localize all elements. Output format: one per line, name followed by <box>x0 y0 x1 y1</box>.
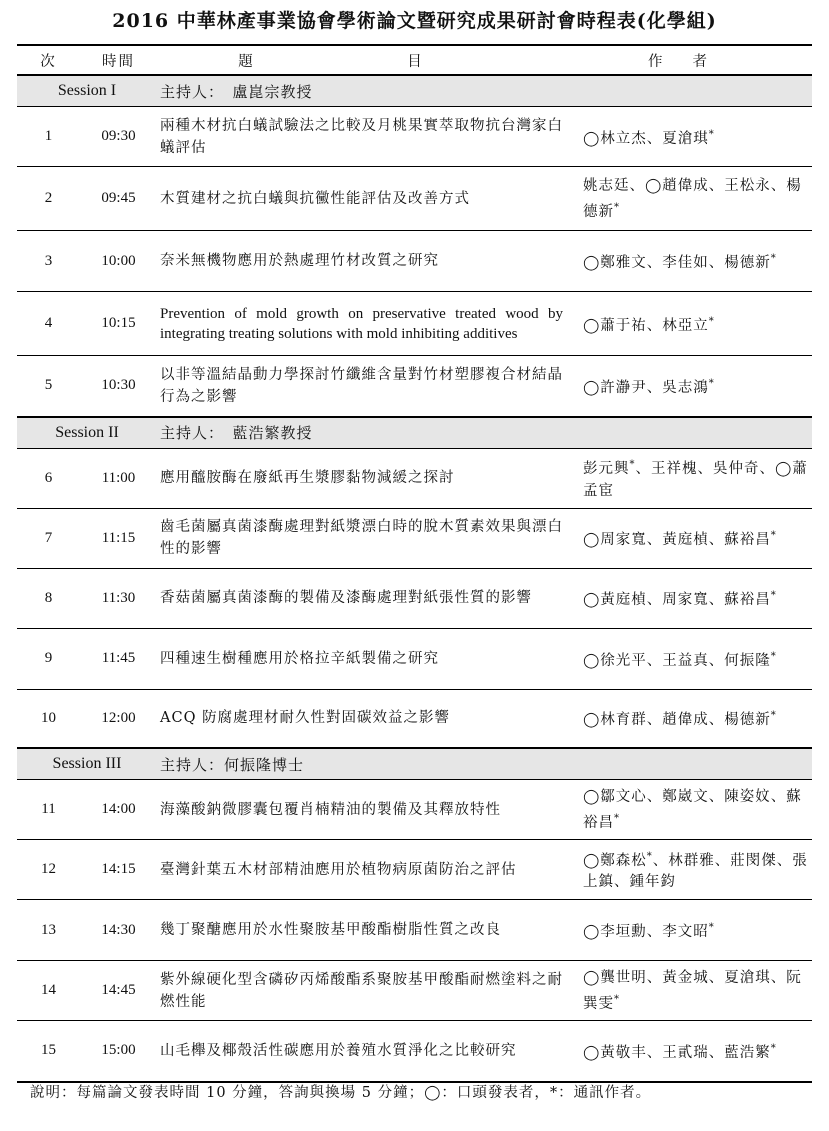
paper-time: 09:30 <box>80 107 157 167</box>
schedule-table <box>17 44 812 1083</box>
paper-time: 10:30 <box>80 356 157 417</box>
paper-authors: ◯黃敬丰、王貳瑞、藍浩繁* <box>573 1021 812 1082</box>
session-header-row <box>17 748 812 780</box>
table-row <box>17 356 812 417</box>
paper-authors: ◯鄒文心、鄭崴文、陳姿妏、蘇裕昌* <box>573 780 812 840</box>
paper-number: 3 <box>17 231 80 292</box>
header-time: 時間 <box>80 45 157 75</box>
paper-title: 山毛櫸及椰殼活性碳應用於養殖水質淨化之比較研究 <box>157 1021 573 1082</box>
session-block <box>17 75 812 417</box>
session-name: Session II <box>17 417 157 449</box>
paper-title: 臺灣針葉五木材部精油應用於植物病原菌防治之評估 <box>157 840 573 900</box>
paper-authors: ◯李垣勳、李文昭* <box>573 900 812 961</box>
paper-time: 09:45 <box>80 167 157 231</box>
paper-number: 4 <box>17 292 80 356</box>
table-row <box>17 628 812 689</box>
paper-time: 11:30 <box>80 568 157 628</box>
session-block <box>17 748 812 1082</box>
paper-time: 11:00 <box>80 448 157 508</box>
paper-number: 8 <box>17 568 80 628</box>
paper-title: Prevention of mold growth on preservative treated wood by integrating treating solutions with mold inhibiting additives <box>157 292 573 356</box>
paper-authors: ◯林育群、趙偉成、楊德新* <box>573 689 812 748</box>
paper-number: 9 <box>17 628 80 689</box>
session-header-row <box>17 75 812 107</box>
paper-authors: ◯龔世明、黃金城、夏滄琪、阮巽雯* <box>573 961 812 1021</box>
paper-time: 10:15 <box>80 292 157 356</box>
paper-title: 木質建材之抗白蟻與抗黴性能評估及改善方式 <box>157 167 573 231</box>
header-authors: 作者 <box>573 45 812 75</box>
paper-time: 12:00 <box>80 689 157 748</box>
paper-number: 11 <box>17 780 80 840</box>
paper-title: 奈米無機物應用於熱處理竹材改質之研究 <box>157 231 573 292</box>
paper-title: 幾丁聚醣應用於水性聚胺基甲酸酯樹脂性質之改良 <box>157 900 573 961</box>
paper-title: 以非等溫結晶動力學探討竹纖維含量對竹材塑膠複合材結晶行為之影響 <box>157 356 573 417</box>
paper-title: 香菇菌屬真菌漆酶的製備及漆酶處理對紙張性質的影響 <box>157 568 573 628</box>
table-row <box>17 840 812 900</box>
paper-authors: ◯蕭于祐、林亞立* <box>573 292 812 356</box>
paper-title: 海藻酸鈉微膠囊包覆肖楠精油的製備及其釋放特性 <box>157 780 573 840</box>
paper-number: 2 <box>17 167 80 231</box>
paper-time: 11:45 <box>80 628 157 689</box>
table-row <box>17 900 812 961</box>
paper-title: 紫外線硬化型含磷矽丙烯酸酯系聚胺基甲酸酯耐燃塗料之耐燃性能 <box>157 961 573 1021</box>
paper-authors: ◯許瀞尹、吳志鴻* <box>573 356 812 417</box>
paper-title: ACQ 防腐處理材耐久性對固碳效益之影響 <box>157 689 573 748</box>
paper-number: 5 <box>17 356 80 417</box>
header-title: 題 目 <box>157 45 573 75</box>
paper-title: 齒毛菌屬真菌漆酶處理對紙漿漂白時的脫木質素效果與漂白性的影響 <box>157 508 573 568</box>
paper-time: 14:45 <box>80 961 157 1021</box>
paper-number: 12 <box>17 840 80 900</box>
paper-authors: ◯周家寬、黃庭楨、蘇裕昌* <box>573 508 812 568</box>
paper-time: 14:15 <box>80 840 157 900</box>
paper-number: 15 <box>17 1021 80 1082</box>
session-host: 主持人： 盧崑宗教授 <box>157 75 812 107</box>
paper-title: 兩種木材抗白蟻試驗法之比較及月桃果實萃取物抗台灣家白蟻評估 <box>157 107 573 167</box>
session-host: 主持人： 藍浩繁教授 <box>157 417 812 449</box>
paper-time: 15:00 <box>80 1021 157 1082</box>
header-no: 次 <box>17 45 80 75</box>
table-row <box>17 961 812 1021</box>
header-row <box>17 45 812 75</box>
footnote: 說明：每篇論文發表時間 10 分鐘，答詢與換場 5 分鐘；◯：口頭發表者，*：通訊作者。 <box>30 1085 652 1101</box>
table-row <box>17 231 812 292</box>
paper-authors: ◯鄭森松*、林群雅、莊閔傑、張上鎮、鍾年鈞 <box>573 840 812 900</box>
paper-time: 14:30 <box>80 900 157 961</box>
session-name: Session III <box>17 748 157 780</box>
paper-authors: 姚志廷、◯趙偉成、王松永、楊德新* <box>573 167 812 231</box>
paper-title: 四種速生樹種應用於格拉辛紙製備之研究 <box>157 628 573 689</box>
table-row <box>17 508 812 568</box>
paper-number: 10 <box>17 689 80 748</box>
paper-number: 13 <box>17 900 80 961</box>
paper-time: 10:00 <box>80 231 157 292</box>
session-host: 主持人：何振隆博士 <box>157 748 812 780</box>
paper-number: 6 <box>17 448 80 508</box>
table-row <box>17 568 812 628</box>
paper-authors: 彭元興*、王祥槐、吳仲奇、◯蕭孟宦 <box>573 448 812 508</box>
paper-title: 應用醯胺酶在廢紙再生漿膠黏物減緩之探討 <box>157 448 573 508</box>
table-row <box>17 689 812 748</box>
paper-number: 1 <box>17 107 80 167</box>
paper-number: 14 <box>17 961 80 1021</box>
paper-authors: ◯林立杰、夏滄琪* <box>573 107 812 167</box>
table-row <box>17 107 812 167</box>
table-row <box>17 167 812 231</box>
paper-number: 7 <box>17 508 80 568</box>
paper-authors: ◯黃庭楨、周家寬、蘇裕昌* <box>573 568 812 628</box>
paper-time: 11:15 <box>80 508 157 568</box>
session-block <box>17 417 812 749</box>
table-row <box>17 448 812 508</box>
paper-authors: ◯徐光平、王益真、何振隆* <box>573 628 812 689</box>
table-row <box>17 1021 812 1082</box>
table-row <box>17 292 812 356</box>
paper-time: 14:00 <box>80 780 157 840</box>
table-row <box>17 780 812 840</box>
paper-authors: ◯鄭雅文、李佳如、楊德新* <box>573 231 812 292</box>
page-title: 2016 中華林產事業協會學術論文暨研究成果研討會時程表(化學組) <box>112 10 717 32</box>
session-header-row <box>17 417 812 449</box>
session-name: Session I <box>17 75 157 107</box>
